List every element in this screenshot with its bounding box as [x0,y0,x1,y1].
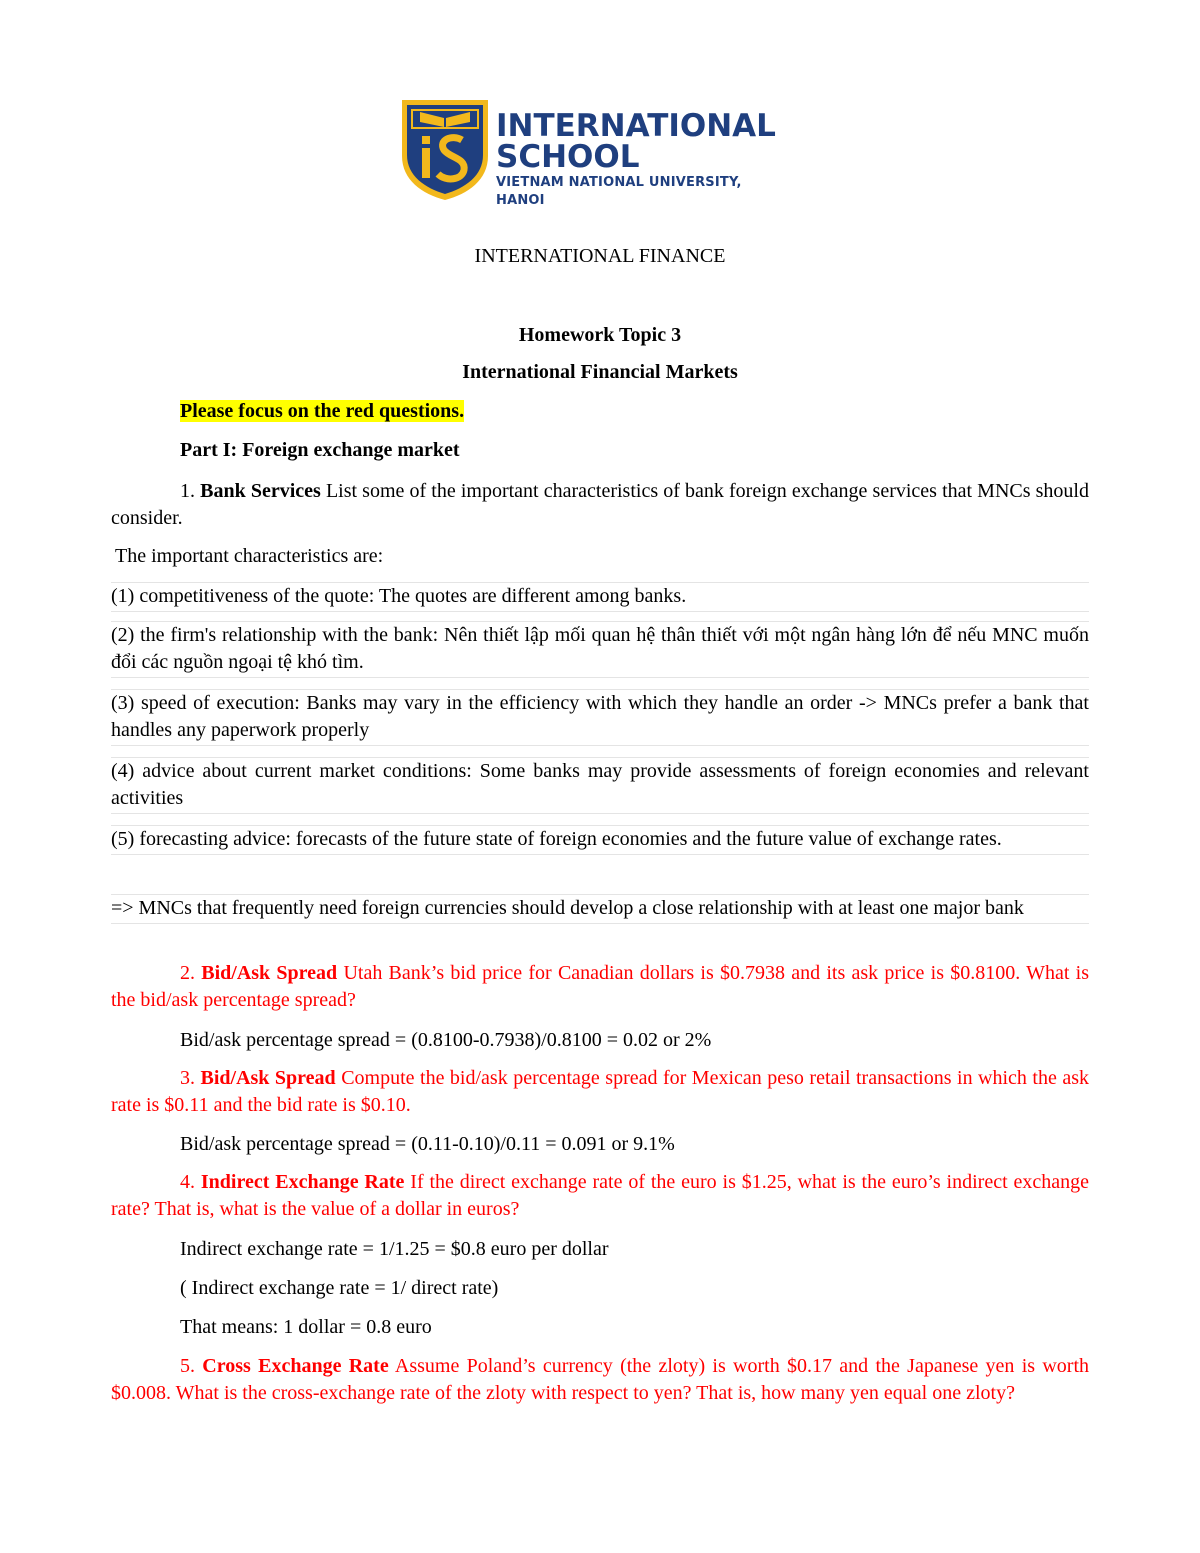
school-logo [400,98,792,208]
logo-line-university: VIETNAM NATIONAL UNIVERSITY, HANOI [496,175,742,208]
q2-number: 2. [180,962,195,984]
focus-note-text: Please focus on the red questions. [180,400,465,422]
question-3 [111,1065,1089,1119]
q3-title: Bid/Ask Spread [200,1067,336,1089]
focus-note [180,398,464,425]
question-5 [111,1353,1089,1407]
answer1-item-4: (4) advice about current market conditions: Some banks may provide assessments of foreign economies and relevant activities [111,757,1089,814]
logo-line-international: INTERNATIONAL [496,108,776,144]
answer1-item-5: (5) forecasting advice: forecasts of the future state of foreign economies and the future value of exchange rates. [111,825,1089,855]
q5-number: 5. [180,1355,195,1377]
logo-line-school: SCHOOL [496,139,640,175]
q1-number: 1. [180,480,195,502]
q4-title: Indirect Exchange Rate [200,1171,405,1193]
answer1-item-2: (2) the firm's relationship with the bank: Nên thiết lập mối quan hệ thân thiết với một ngân hàng lớn để nếu MNC muốn đổi các nguồn ngoại tệ khó tìm. [111,621,1089,678]
q3-number: 3. [180,1067,195,1089]
answer-2: Bid/ask percentage spread = (0.8100-0.7938)/0.8100 = 0.02 or 2% [180,1029,712,1051]
q4-text: If the direct exchange rate of the euro is $1.25, what is the euro’s indirect exchange rate? That is, what is the value of a dollar in euros? [111,1171,1089,1220]
answer-4-line-2: ( Indirect exchange rate = 1/ direct rate) [180,1277,499,1299]
answer1-intro: The important characteristics are: [115,545,384,567]
q1-text: List some of the important characteristics of bank foreign exchange services that MNCs should consider. [111,480,1089,529]
answer-3: Bid/ask percentage spread = (0.11-0.10)/0.11 = 0.091 or 9.1% [180,1133,675,1155]
homework-subtitle: International Financial Markets [462,361,738,383]
question-1 [111,478,1089,532]
answer1-item-1: (1) competitiveness of the quote: The quotes are different among banks. [111,582,1089,612]
answer1-conclusion: => MNCs that frequently need foreign currencies should develop a close relationship with at least one major bank [111,894,1089,924]
question-2 [111,960,1089,1014]
course-title: INTERNATIONAL FINANCE [474,245,726,267]
homework-topic: Homework Topic 3 [518,324,682,346]
q5-text: Assume Poland’s currency (the zloty) is worth $0.17 and the Japanese yen is worth $0.008. What is the cross-exchange rate of the zloty with respect to yen? That is, how many yen equal one zloty? [111,1355,1089,1404]
answer-4-line-1: Indirect exchange rate = 1/1.25 = $0.8 euro per dollar [180,1238,609,1260]
q5-title: Cross Exchange Rate [202,1355,389,1377]
q4-number: 4. [180,1171,195,1193]
answer-4-line-3: That means: 1 dollar = 0.8 euro [180,1316,432,1338]
shield-icon [400,98,490,202]
q2-title: Bid/Ask Spread [201,962,338,984]
q3-text: Compute the bid/ask percentage spread for Mexican peso retail transactions in which the ask rate is $0.11 and the bid rate is $0.10. [111,1067,1090,1116]
q1-title: Bank Services [200,480,321,502]
question-4 [111,1169,1089,1223]
q2-text: Utah Bank’s bid price for Canadian dollars is $0.7938 and its ask price is $0.8100. What is the bid/ask percentage spread? [111,962,1090,1011]
answer1-item-3: (3) speed of execution: Banks may vary in the efficiency with which they handle an order -> MNCs prefer a bank that handles any paperwork properly [111,689,1089,746]
logo-wordmark [496,110,792,210]
part1-heading: Part I: Foreign exchange market [180,439,460,461]
